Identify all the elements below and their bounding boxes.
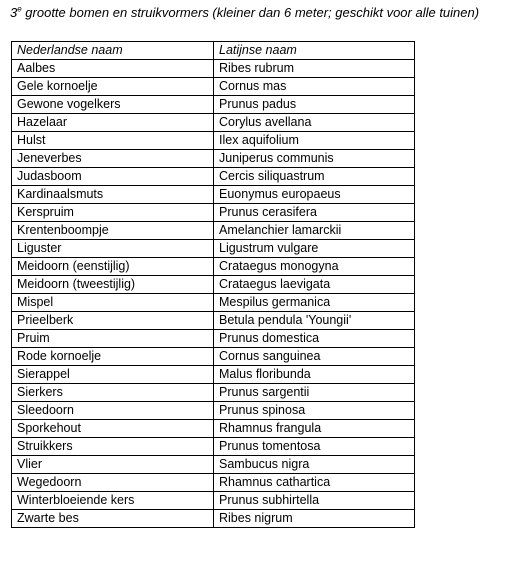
latin-name-cell: Ilex aquifolium (214, 132, 415, 150)
table-row (12, 240, 415, 258)
table-row (12, 186, 415, 204)
dutch-name-cell: Judasboom (12, 168, 214, 186)
dutch-name-cell: Sporkehout (12, 420, 214, 438)
latin-name-cell: Prunus padus (214, 96, 415, 114)
latin-name-cell: Corylus avellana (214, 114, 415, 132)
latin-name-cell: Mespilus germanica (214, 294, 415, 312)
table-row (12, 114, 415, 132)
dutch-name-cell: Winterbloeiende kers (12, 492, 214, 510)
table-row (12, 168, 415, 186)
title-text: grootte bomen en struikvormers (kleiner dan 6 meter; geschikt voor alle tuinen) (21, 5, 480, 20)
table-row (12, 132, 415, 150)
dutch-name-cell: Zwarte bes (12, 510, 214, 528)
latin-name-cell: Amelanchier lamarckii (214, 222, 415, 240)
dutch-name-cell: Gele kornoelje (12, 78, 214, 96)
table-row (12, 222, 415, 240)
dutch-name-cell: Pruim (12, 330, 214, 348)
latin-name-cell: Rhamnus frangula (214, 420, 415, 438)
latin-name-cell: Prunus sargentii (214, 384, 415, 402)
table-row (12, 510, 415, 528)
dutch-name-cell: Aalbes (12, 60, 214, 78)
dutch-name-cell: Meidoorn (eenstijlig) (12, 258, 214, 276)
dutch-name-cell: Krentenboompje (12, 222, 214, 240)
latin-name-cell: Ligustrum vulgare (214, 240, 415, 258)
dutch-name-cell: Prieelberk (12, 312, 214, 330)
table-row (12, 402, 415, 420)
latin-name-cell: Prunus tomentosa (214, 438, 415, 456)
tree-species-table (11, 41, 415, 528)
table-row (12, 150, 415, 168)
table-row (12, 204, 415, 222)
dutch-name-cell: Meidoorn (tweestijlig) (12, 276, 214, 294)
dutch-name-cell: Hulst (12, 132, 214, 150)
dutch-name-cell: Vlier (12, 456, 214, 474)
dutch-name-cell: Rode kornoelje (12, 348, 214, 366)
latin-name-cell: Rhamnus cathartica (214, 474, 415, 492)
latin-name-cell: Crataegus monogyna (214, 258, 415, 276)
title-superscript: e (17, 4, 22, 14)
dutch-name-cell: Sierappel (12, 366, 214, 384)
latin-name-cell: Euonymus europaeus (214, 186, 415, 204)
dutch-name-cell: Sierkers (12, 384, 214, 402)
dutch-name-cell: Jeneverbes (12, 150, 214, 168)
table-row (12, 438, 415, 456)
latin-name-cell: Cornus mas (214, 78, 415, 96)
table-row (12, 294, 415, 312)
dutch-name-cell: Kardinaalsmuts (12, 186, 214, 204)
title-number: 3 (10, 5, 18, 20)
table-row (12, 366, 415, 384)
table-body (12, 42, 415, 528)
latin-name-cell: Prunus spinosa (214, 402, 415, 420)
dutch-name-cell: Kerspruim (12, 204, 214, 222)
latin-name-cell: Juniperus communis (214, 150, 415, 168)
table-row (12, 96, 415, 114)
latin-name-cell: Crataegus laevigata (214, 276, 415, 294)
latin-name-cell: Malus floribunda (214, 366, 415, 384)
latin-name-cell: Prunus cerasifera (214, 204, 415, 222)
latin-name-cell: Prunus domestica (214, 330, 415, 348)
table-row (12, 60, 415, 78)
dutch-name-cell: Wegedoorn (12, 474, 214, 492)
dutch-name-cell: Hazelaar (12, 114, 214, 132)
latin-name-cell: Betula pendula 'Youngii' (214, 312, 415, 330)
latin-name-cell: Prunus subhirtella (214, 492, 415, 510)
table-row (12, 420, 415, 438)
table-row (12, 276, 415, 294)
header-latin-name: Latijnse naam (214, 42, 415, 60)
dutch-name-cell: Mispel (12, 294, 214, 312)
table-header-row (12, 42, 415, 60)
dutch-name-cell: Struikkers (12, 438, 214, 456)
latin-name-cell: Ribes nigrum (214, 510, 415, 528)
table-row (12, 78, 415, 96)
dutch-name-cell: Sleedoorn (12, 402, 214, 420)
table-row (12, 312, 415, 330)
document-title (10, 5, 479, 21)
latin-name-cell: Cornus sanguinea (214, 348, 415, 366)
table-row (12, 492, 415, 510)
latin-name-cell: Ribes rubrum (214, 60, 415, 78)
dutch-name-cell: Gewone vogelkers (12, 96, 214, 114)
header-dutch-name: Nederlandse naam (12, 42, 214, 60)
table-row (12, 258, 415, 276)
table-row (12, 474, 415, 492)
table-row (12, 348, 415, 366)
dutch-name-cell: Liguster (12, 240, 214, 258)
table-row (12, 330, 415, 348)
latin-name-cell: Cercis siliquastrum (214, 168, 415, 186)
latin-name-cell: Sambucus nigra (214, 456, 415, 474)
table-row (12, 456, 415, 474)
table-row (12, 384, 415, 402)
